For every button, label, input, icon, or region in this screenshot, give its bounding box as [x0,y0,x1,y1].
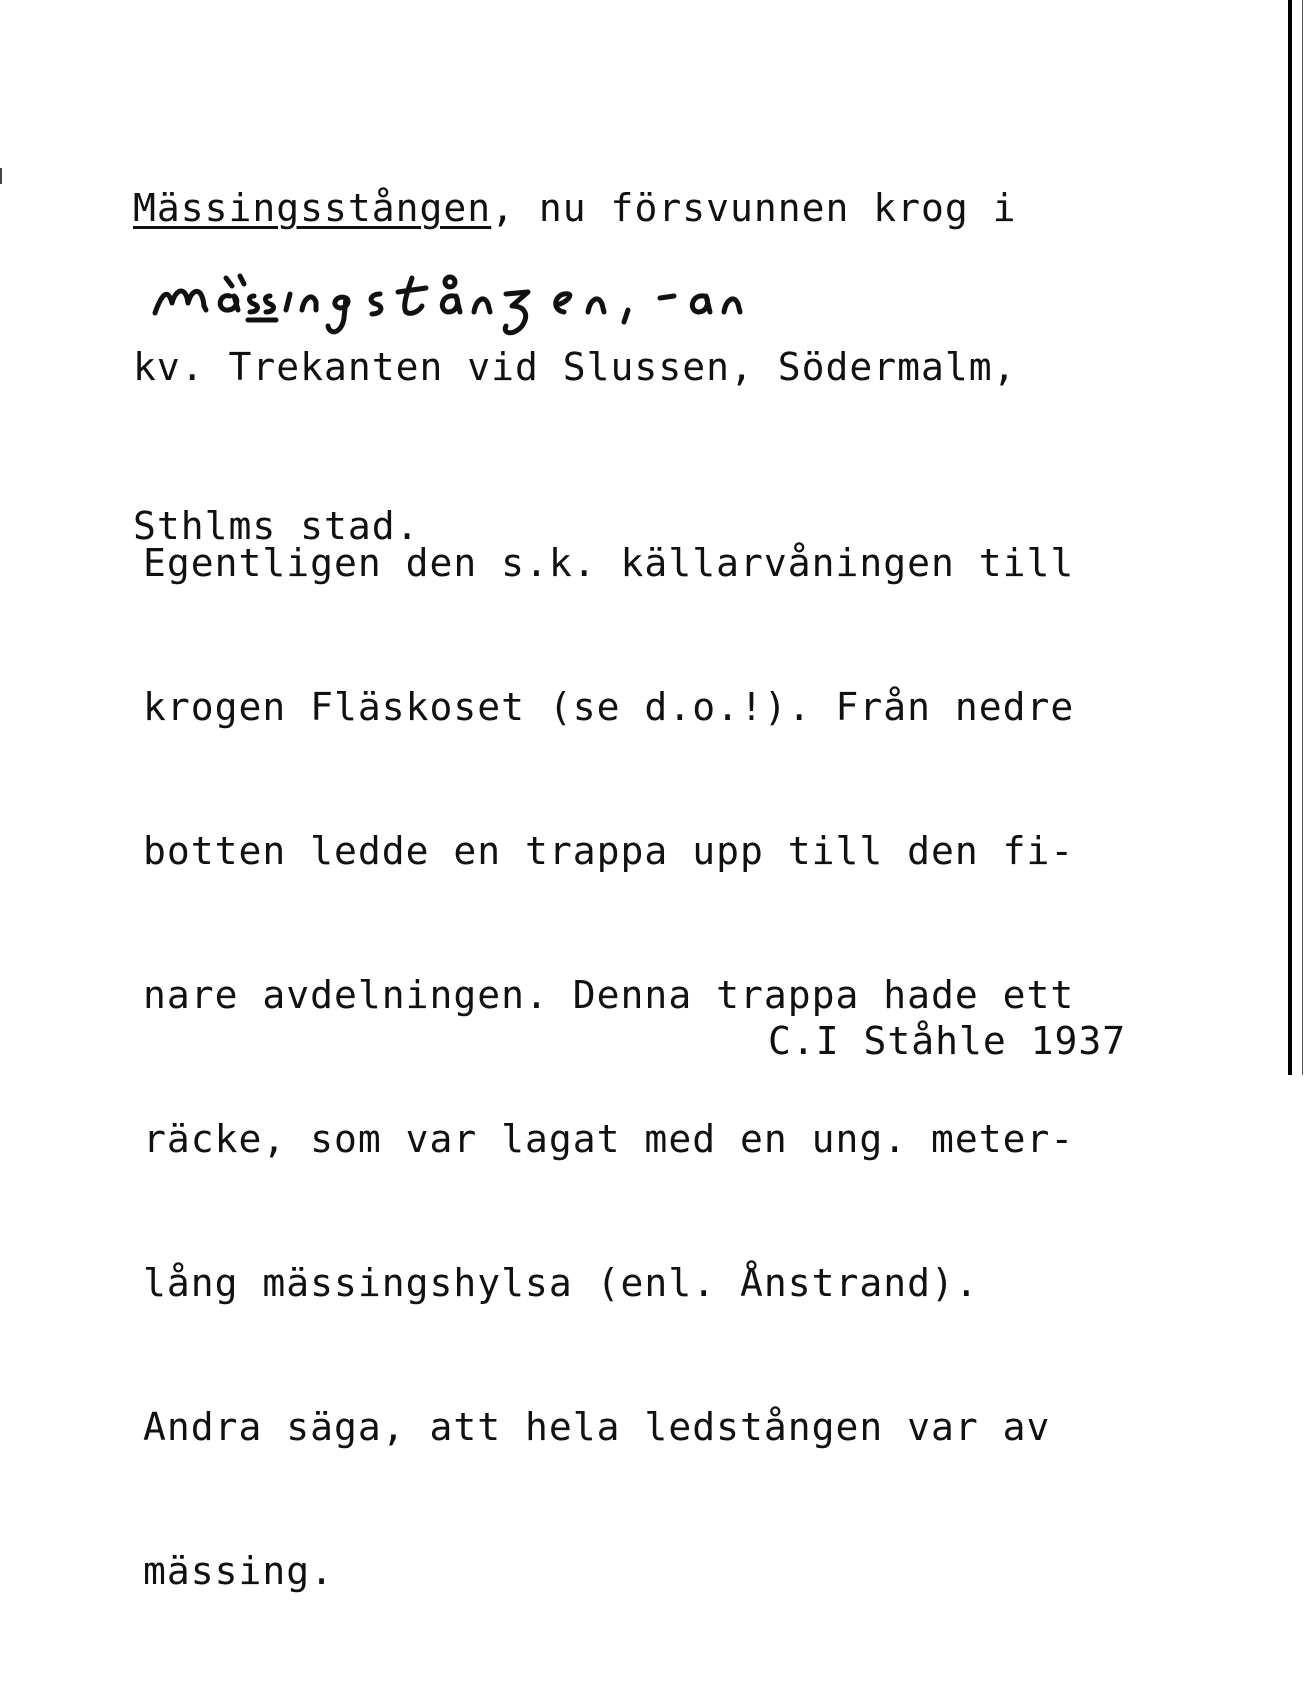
signature: C.I Ståhle 1937 [768,1019,1127,1063]
card-body [143,443,1074,1691]
body-line: Egentligen den s.k. källarvåningen till [143,541,1075,585]
card-right-edge-thin [1302,0,1303,1075]
handwritten-note [150,258,950,353]
body-line: lång mässingshylsa (enl. Ånstrand). [143,1261,979,1305]
body-line: räcke, som var lagat med en ung. meter- [143,1117,1075,1161]
heading-line-3: Sthlms stad. [133,504,420,548]
heading-line-1 [133,182,1017,235]
body-line: botten ledde en trappa upp till den fi- [143,829,1075,873]
card-left-edge-mark [0,168,2,184]
heading-line-2: kv. Trekanten vid Slussen, Södermalm, [133,345,1017,389]
card-right-edge [1288,0,1292,1075]
body-line: mässing. [143,1549,335,1593]
heading-term: Mässingsstången [133,186,492,230]
body-line: krogen Fläskoset (se d.o.!). Från nedre [143,685,1075,729]
heading-line-1-rest: , nu försvunnen krog i [491,186,1017,230]
body-line: Andra säga, att hela ledstången var av [143,1405,1051,1449]
body-line: nare avdelningen. Denna trappa hade ett [143,973,1075,1017]
